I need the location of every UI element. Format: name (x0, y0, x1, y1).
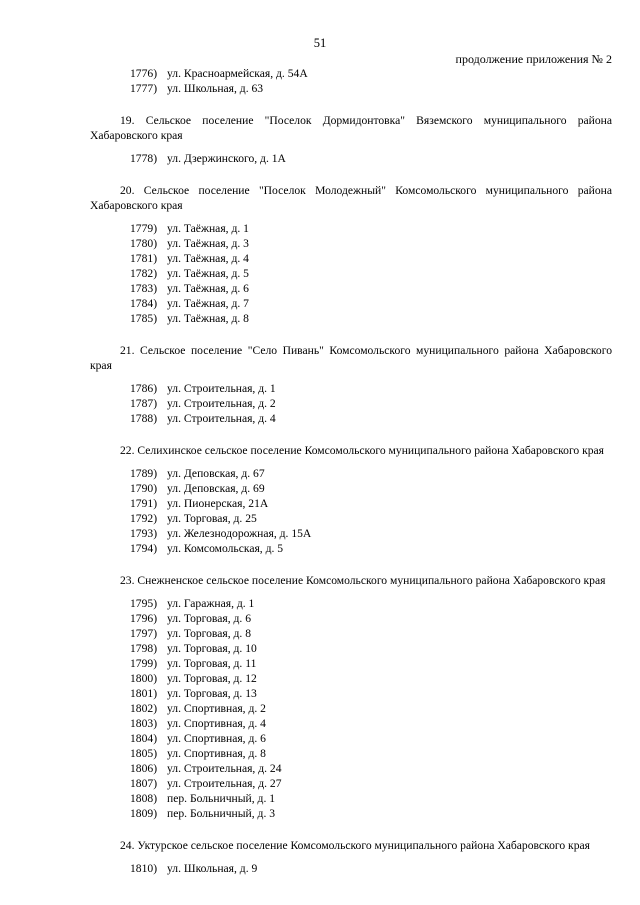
item-address: ул. Строительная, д. 1 (167, 382, 276, 395)
item-number: 1776) (130, 67, 158, 80)
document-body (90, 66, 612, 876)
item-number: 1809) (130, 807, 158, 820)
list-item (90, 151, 612, 166)
list-item (90, 671, 612, 686)
continuation-note: продолжение приложения № 2 (455, 52, 612, 66)
item-address: ул. Таёжная, д. 7 (167, 297, 249, 310)
item-address: ул. Таёжная, д. 5 (167, 267, 249, 280)
item-number: 1783) (130, 282, 158, 295)
item-address: ул. Таёжная, д. 3 (167, 237, 249, 250)
list-item (90, 251, 612, 266)
list-item (90, 806, 612, 821)
item-number: 1785) (130, 312, 158, 325)
item-address: ул. Торговая, д. 6 (167, 612, 252, 625)
item-number: 1780) (130, 237, 158, 250)
section-title: 20. Сельское поселение "Поселок Молодежный" Комсомольского муниципального района Хабаровского края (90, 184, 612, 212)
item-number: 1781) (130, 252, 158, 265)
item-number: 1789) (130, 467, 158, 480)
list-item (90, 281, 612, 296)
item-number: 1777) (130, 82, 158, 95)
list-item (90, 701, 612, 716)
item-number: 1798) (130, 642, 158, 655)
list-item (90, 861, 612, 876)
section (90, 183, 612, 326)
list-item (90, 511, 612, 526)
section (90, 66, 612, 96)
item-address: ул. Школьная, д. 63 (167, 82, 264, 95)
item-number: 1808) (130, 792, 158, 805)
list-item (90, 761, 612, 776)
list-item (90, 266, 612, 281)
section (90, 838, 612, 876)
section (90, 573, 612, 821)
item-address: ул. Школьная, д. 9 (167, 862, 258, 875)
item-address: ул. Таёжная, д. 4 (167, 252, 249, 265)
item-number: 1801) (130, 687, 158, 700)
item-address: ул. Дзержинского, д. 1А (167, 152, 286, 165)
item-number: 1802) (130, 702, 158, 715)
item-address: ул. Строительная, д. 24 (167, 762, 282, 775)
list-item (90, 526, 612, 541)
item-number: 1791) (130, 497, 158, 510)
list-item (90, 641, 612, 656)
item-number: 1797) (130, 627, 158, 640)
list-item (90, 466, 612, 481)
item-address: ул. Деповская, д. 69 (167, 482, 265, 495)
item-number: 1779) (130, 222, 158, 235)
item-address: ул. Торговая, д. 13 (167, 687, 257, 700)
list-item (90, 791, 612, 806)
list-item (90, 81, 612, 96)
item-address: ул. Таёжная, д. 1 (167, 222, 249, 235)
list-item (90, 481, 612, 496)
item-address: ул. Красноармейская, д. 54А (167, 67, 308, 80)
item-number: 1810) (130, 862, 158, 875)
item-number: 1796) (130, 612, 158, 625)
list-item (90, 66, 612, 81)
list-item (90, 686, 612, 701)
list-item (90, 731, 612, 746)
item-address: ул. Строительная, д. 27 (167, 777, 282, 790)
item-number: 1784) (130, 297, 158, 310)
item-address: ул. Комсомольская, д. 5 (167, 542, 284, 555)
item-address: ул. Таёжная, д. 6 (167, 282, 249, 295)
item-number: 1778) (130, 152, 158, 165)
item-address: ул. Торговая, д. 25 (167, 512, 257, 525)
list-item (90, 311, 612, 326)
list-item (90, 596, 612, 611)
section-title: 19. Сельское поселение "Поселок Дормидонтовка" Вяземского муниципального района Хабаровского края (90, 114, 612, 142)
list-item (90, 496, 612, 511)
section-title: 24. Уктурское сельское поселение Комсомольского муниципального района Хабаровского края (120, 839, 590, 852)
item-address: ул. Спортивная, д. 2 (167, 702, 266, 715)
item-number: 1794) (130, 542, 158, 555)
list-item (90, 396, 612, 411)
item-number: 1800) (130, 672, 158, 685)
item-address: ул. Торговая, д. 8 (167, 627, 252, 640)
item-number: 1805) (130, 747, 158, 760)
item-address: ул. Торговая, д. 12 (167, 672, 257, 685)
item-number: 1804) (130, 732, 158, 745)
item-number: 1786) (130, 382, 158, 395)
item-address: ул. Торговая, д. 10 (167, 642, 257, 655)
list-item (90, 776, 612, 791)
item-number: 1799) (130, 657, 158, 670)
section-title: 21. Сельское поселение "Село Пивань" Комсомольского муниципального района Хабаровского края (90, 344, 612, 372)
item-address: ул. Пионерская, 21А (167, 497, 269, 510)
list-item (90, 716, 612, 731)
section (90, 343, 612, 426)
item-number: 1803) (130, 717, 158, 730)
item-address: ул. Спортивная, д. 8 (167, 747, 266, 760)
item-number: 1787) (130, 397, 158, 410)
item-address: ул. Гаражная, д. 1 (167, 597, 255, 610)
item-address: пер. Больничный, д. 3 (167, 807, 276, 820)
section-title: 22. Селихинское сельское поселение Комсомольского муниципального района Хабаровского края (120, 444, 605, 457)
item-address: ул. Строительная, д. 4 (167, 412, 276, 425)
list-item (90, 746, 612, 761)
list-item (90, 221, 612, 236)
section-title: 23. Снежненское сельское поселение Комсомольского муниципального района Хабаровского края (120, 574, 606, 587)
list-item (90, 296, 612, 311)
item-address: ул. Железнодорожная, д. 15А (167, 527, 312, 540)
item-address: ул. Спортивная, д. 4 (167, 717, 266, 730)
item-number: 1788) (130, 412, 158, 425)
page-number: 51 (313, 36, 327, 50)
item-address: ул. Спортивная, д. 6 (167, 732, 266, 745)
item-address: ул. Таёжная, д. 8 (167, 312, 249, 325)
list-item (90, 236, 612, 251)
item-address: ул. Торговая, д. 11 (167, 657, 257, 670)
item-number: 1792) (130, 512, 158, 525)
item-number: 1782) (130, 267, 158, 280)
item-address: ул. Деповская, д. 67 (167, 467, 265, 480)
item-number: 1806) (130, 762, 158, 775)
item-number: 1790) (130, 482, 158, 495)
list-item (90, 541, 612, 556)
section (90, 113, 612, 166)
list-item (90, 656, 612, 671)
item-number: 1795) (130, 597, 158, 610)
item-number: 1793) (130, 527, 158, 540)
item-address: пер. Больничный, д. 1 (167, 792, 276, 805)
item-number: 1807) (130, 777, 158, 790)
list-item (90, 626, 612, 641)
list-item (90, 611, 612, 626)
section (90, 443, 612, 556)
list-item (90, 381, 612, 396)
list-item (90, 411, 612, 426)
item-address: ул. Строительная, д. 2 (167, 397, 276, 410)
